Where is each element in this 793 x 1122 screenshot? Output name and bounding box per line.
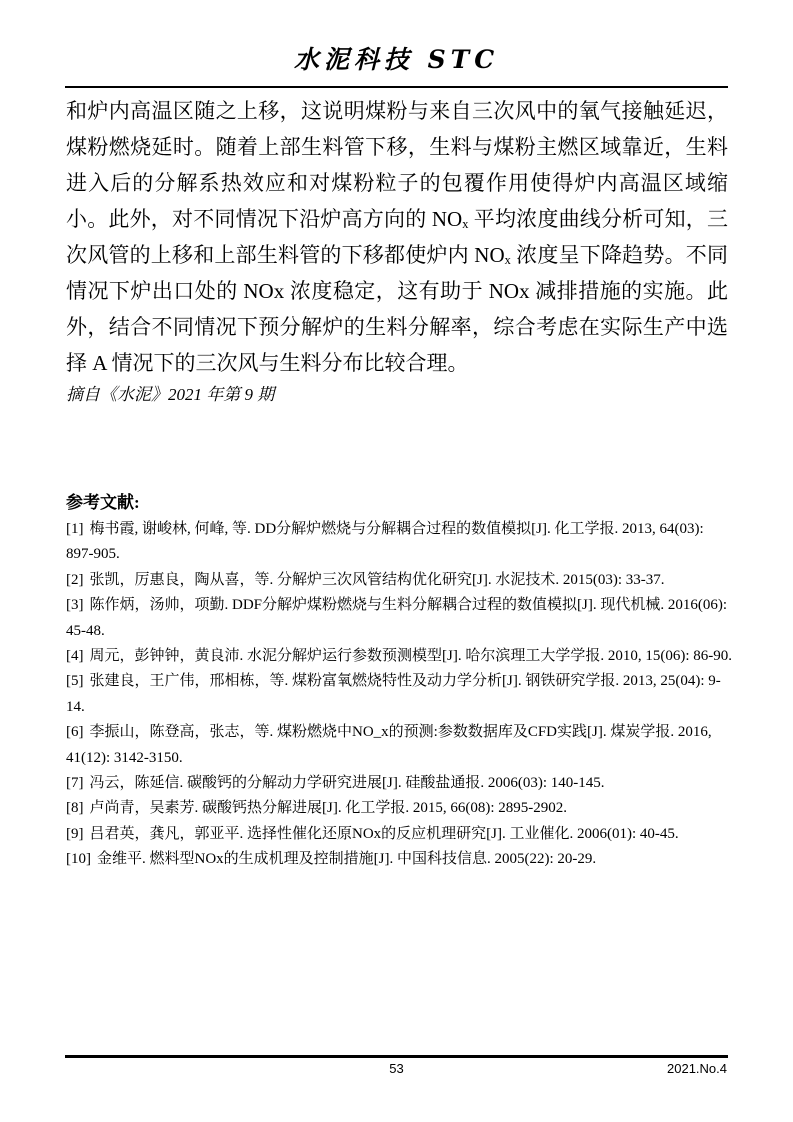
reference-label: [3]: [66, 597, 84, 614]
source-citation: 摘自《水泥》2021 年第 9 期: [66, 385, 275, 404]
journal-header-title: 水泥科技 STC: [293, 45, 500, 74]
footer-issue-label: 2021.No.4: [667, 1061, 727, 1076]
references-heading: 参考文献:: [66, 493, 140, 512]
reference-item: [66, 644, 732, 669]
reference-label: [10]: [66, 851, 91, 868]
article-body-paragraph: 和炉内高温区随之上移，这说明煤粉与来自三次风中的氧气接触延迟，煤粉燃烧延时。随着上部生料管下移，生料与煤粉主燃区域靠近，生料进入后的分解系热效应和对煤粉粒子的包覆作用使得炉内高温区域缩小。此外，对不同情况下沿炉高方向的 NOₓ 平均浓度曲线分析可知，三次风管的上移和上部生料管的下移都使炉内 NOₓ 浓度呈下降趋势。不同情况下炉出口处的 NOx 浓度稳定，这有助于 NOx 减排措施的实施。此外，结合不同情况下预分解炉的生料分解率，综合考虑在实际生产中选择 A 情况下的三次风与生料分布比较合理。: [66, 99, 728, 375]
references-list: [66, 517, 732, 873]
reference-item: [66, 720, 732, 771]
reference-label: [7]: [66, 775, 84, 792]
reference-text: 卢尚青，吴素芳. 碳酸钙热分解进展[J]. 化工学报. 2015, 66(08): 2895-2902.: [89, 800, 567, 817]
reference-label: [4]: [66, 648, 84, 665]
reference-text: 周元，彭钟钟，黄良沛. 水泥分解炉运行参数预测模型[J]. 哈尔滨理工大学学报. 2010, 15(06): 86-90.: [89, 648, 732, 665]
header-rule: [65, 86, 728, 88]
reference-item: [66, 669, 732, 720]
reference-text: 吕君英，龚凡，郭亚平. 选择性催化还原NOx的反应机理研究[J]. 工业催化. 2006(01): 40-45.: [89, 825, 679, 842]
reference-text: 金维平. 燃料型NOx的生成机理及控制措施[J]. 中国科技信息. 2005(22): 20-29.: [97, 851, 597, 868]
reference-text: 张凯，厉惠良，陶从喜，等. 分解炉三次风管结构优化研究[J]. 水泥技术. 2015(03): 33-37.: [89, 571, 665, 588]
reference-text: 梅书霞, 谢峻林, 何峰, 等. DD分解炉燃烧与分解耦合过程的数值模拟[J]. 化工学报. 2013, 64(03): 897-905.: [66, 521, 704, 563]
reference-item: [66, 771, 732, 796]
reference-label: [2]: [66, 571, 84, 588]
reference-text: 冯云，陈延信. 碳酸钙的分解动力学研究进展[J]. 硅酸盐通报. 2006(03): 140-145.: [89, 775, 605, 792]
reference-item: [66, 796, 732, 821]
reference-item: [66, 517, 732, 568]
reference-item: [66, 847, 732, 872]
reference-item: [66, 822, 732, 847]
reference-label: [1]: [66, 521, 84, 537]
reference-item: [66, 568, 732, 593]
reference-label: [6]: [66, 724, 84, 741]
footer-page-number: 53: [389, 1061, 404, 1076]
reference-label: [8]: [66, 800, 84, 817]
reference-text: 李振山，陈登高，张志，等. 煤粉燃烧中NO_x的预测:参数数据库及CFD实践[J]. 煤炭学报. 2016, 41(12): 3142-3150.: [66, 724, 712, 766]
reference-label: [5]: [66, 673, 84, 690]
reference-text: 张建良，王广伟，邢相栋，等. 煤粉富氧燃烧特性及动力学分析[J]. 钢铁研究学报. 2013, 25(04): 9-14.: [66, 673, 721, 715]
footer-rule: [65, 1055, 728, 1058]
reference-text: 陈作炳，汤帅，项勤. DDF分解炉煤粉燃烧与生料分解耦合过程的数值模拟[J]. 现代机械. 2016(06): 45-48.: [66, 597, 727, 639]
reference-label: [9]: [66, 825, 84, 842]
reference-item: [66, 593, 732, 644]
